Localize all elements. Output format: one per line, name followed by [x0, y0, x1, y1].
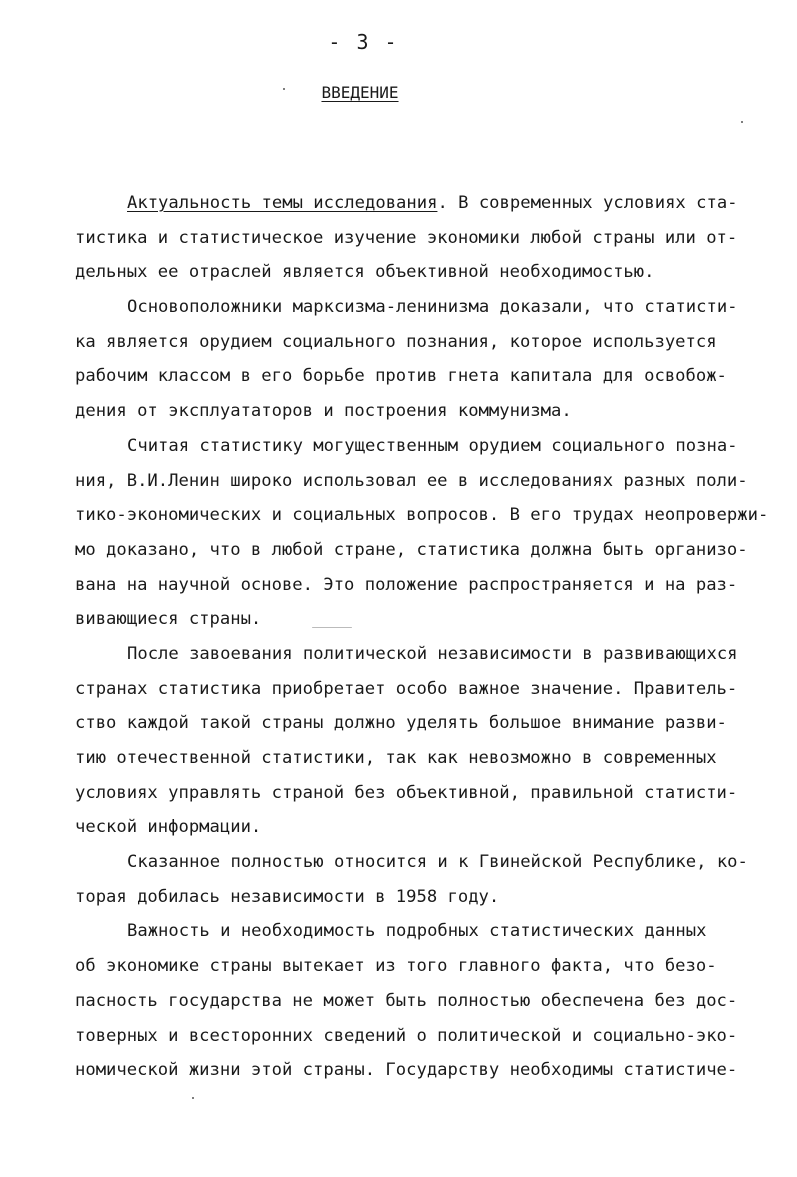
text-line: тию отечественной статистики, так как невозможно в современных: [75, 748, 717, 768]
body-text: [75, 186, 793, 1088]
text-line: торая добилась независимости в 1958 году.: [75, 886, 500, 907]
text-line: [75, 186, 793, 221]
text-line: об экономике страны вытекает из того главного факта, что безо-: [75, 956, 717, 977]
scan-speck: [741, 121, 743, 123]
text-line: Основоположники марксизма-ленинизма доказали, что статисти-: [127, 297, 738, 318]
text-line: товерных и всесторонних сведений о политической и социально-эко-: [75, 1025, 738, 1046]
text-line: дельных ее отраслей является объективной необходимостью.: [75, 262, 655, 283]
text-line: ческой информации.: [75, 817, 262, 838]
text-line: странах статистика приобретает особо важное значение. Правитель-: [75, 678, 738, 699]
text-line: тистика и статистическое изучение экономики любой страны или от-: [75, 227, 738, 248]
text-line: дения от эксплуататоров и построения коммунизма.: [75, 401, 572, 422]
text-line: Важность и необходимость подробных статистических данных: [127, 921, 707, 942]
text-line-fragment: . В современных условиях ста-: [437, 193, 738, 213]
topic-lead: Актуальность темы исследования: [127, 193, 438, 213]
page-number: - 3 -: [328, 30, 399, 54]
scan-speck: [192, 1097, 194, 1099]
text-line: условиях управлять страной без объективной, правильной статисти-: [75, 782, 738, 803]
section-heading: ВВЕДЕНИЕ: [321, 83, 399, 102]
scan-speck: [312, 627, 352, 628]
text-line: вивающиеся страны.: [75, 609, 262, 630]
text-line: Считая статистику могущественным орудием социального позна-: [127, 435, 738, 456]
text-line: ка является орудием социального познания, которое используется: [75, 331, 717, 352]
text-line: ния, В.И.Ленин широко использовал ее в исследованиях разных поли-: [75, 470, 748, 491]
scan-speck: [283, 88, 285, 90]
text-line: рабочим классом в его борьбе против гнета капитала для освобож-: [75, 366, 727, 387]
text-line: пасность государства не может быть полностью обеспечена без дос-: [75, 990, 738, 1011]
text-line: номической жизни этой страны. Государству необходимы статистиче-: [75, 1060, 738, 1081]
text-line: После завоевания политической независимости в развивающихся: [127, 643, 738, 664]
text-line: ство каждой такой страны должно уделять большое внимание разви-: [75, 713, 727, 734]
text-line: мо доказано, что в любой стране, статистика должна быть организо-: [75, 539, 748, 560]
text-line: Сказанное полностью относится и к Гвинейской Республике, ко-: [127, 852, 748, 873]
text-line: вана на научной основе. Это положение распространяется и на раз-: [75, 574, 738, 595]
text-line: тико-экономических и социальных вопросов. В его трудах неопровержи-: [75, 505, 769, 526]
